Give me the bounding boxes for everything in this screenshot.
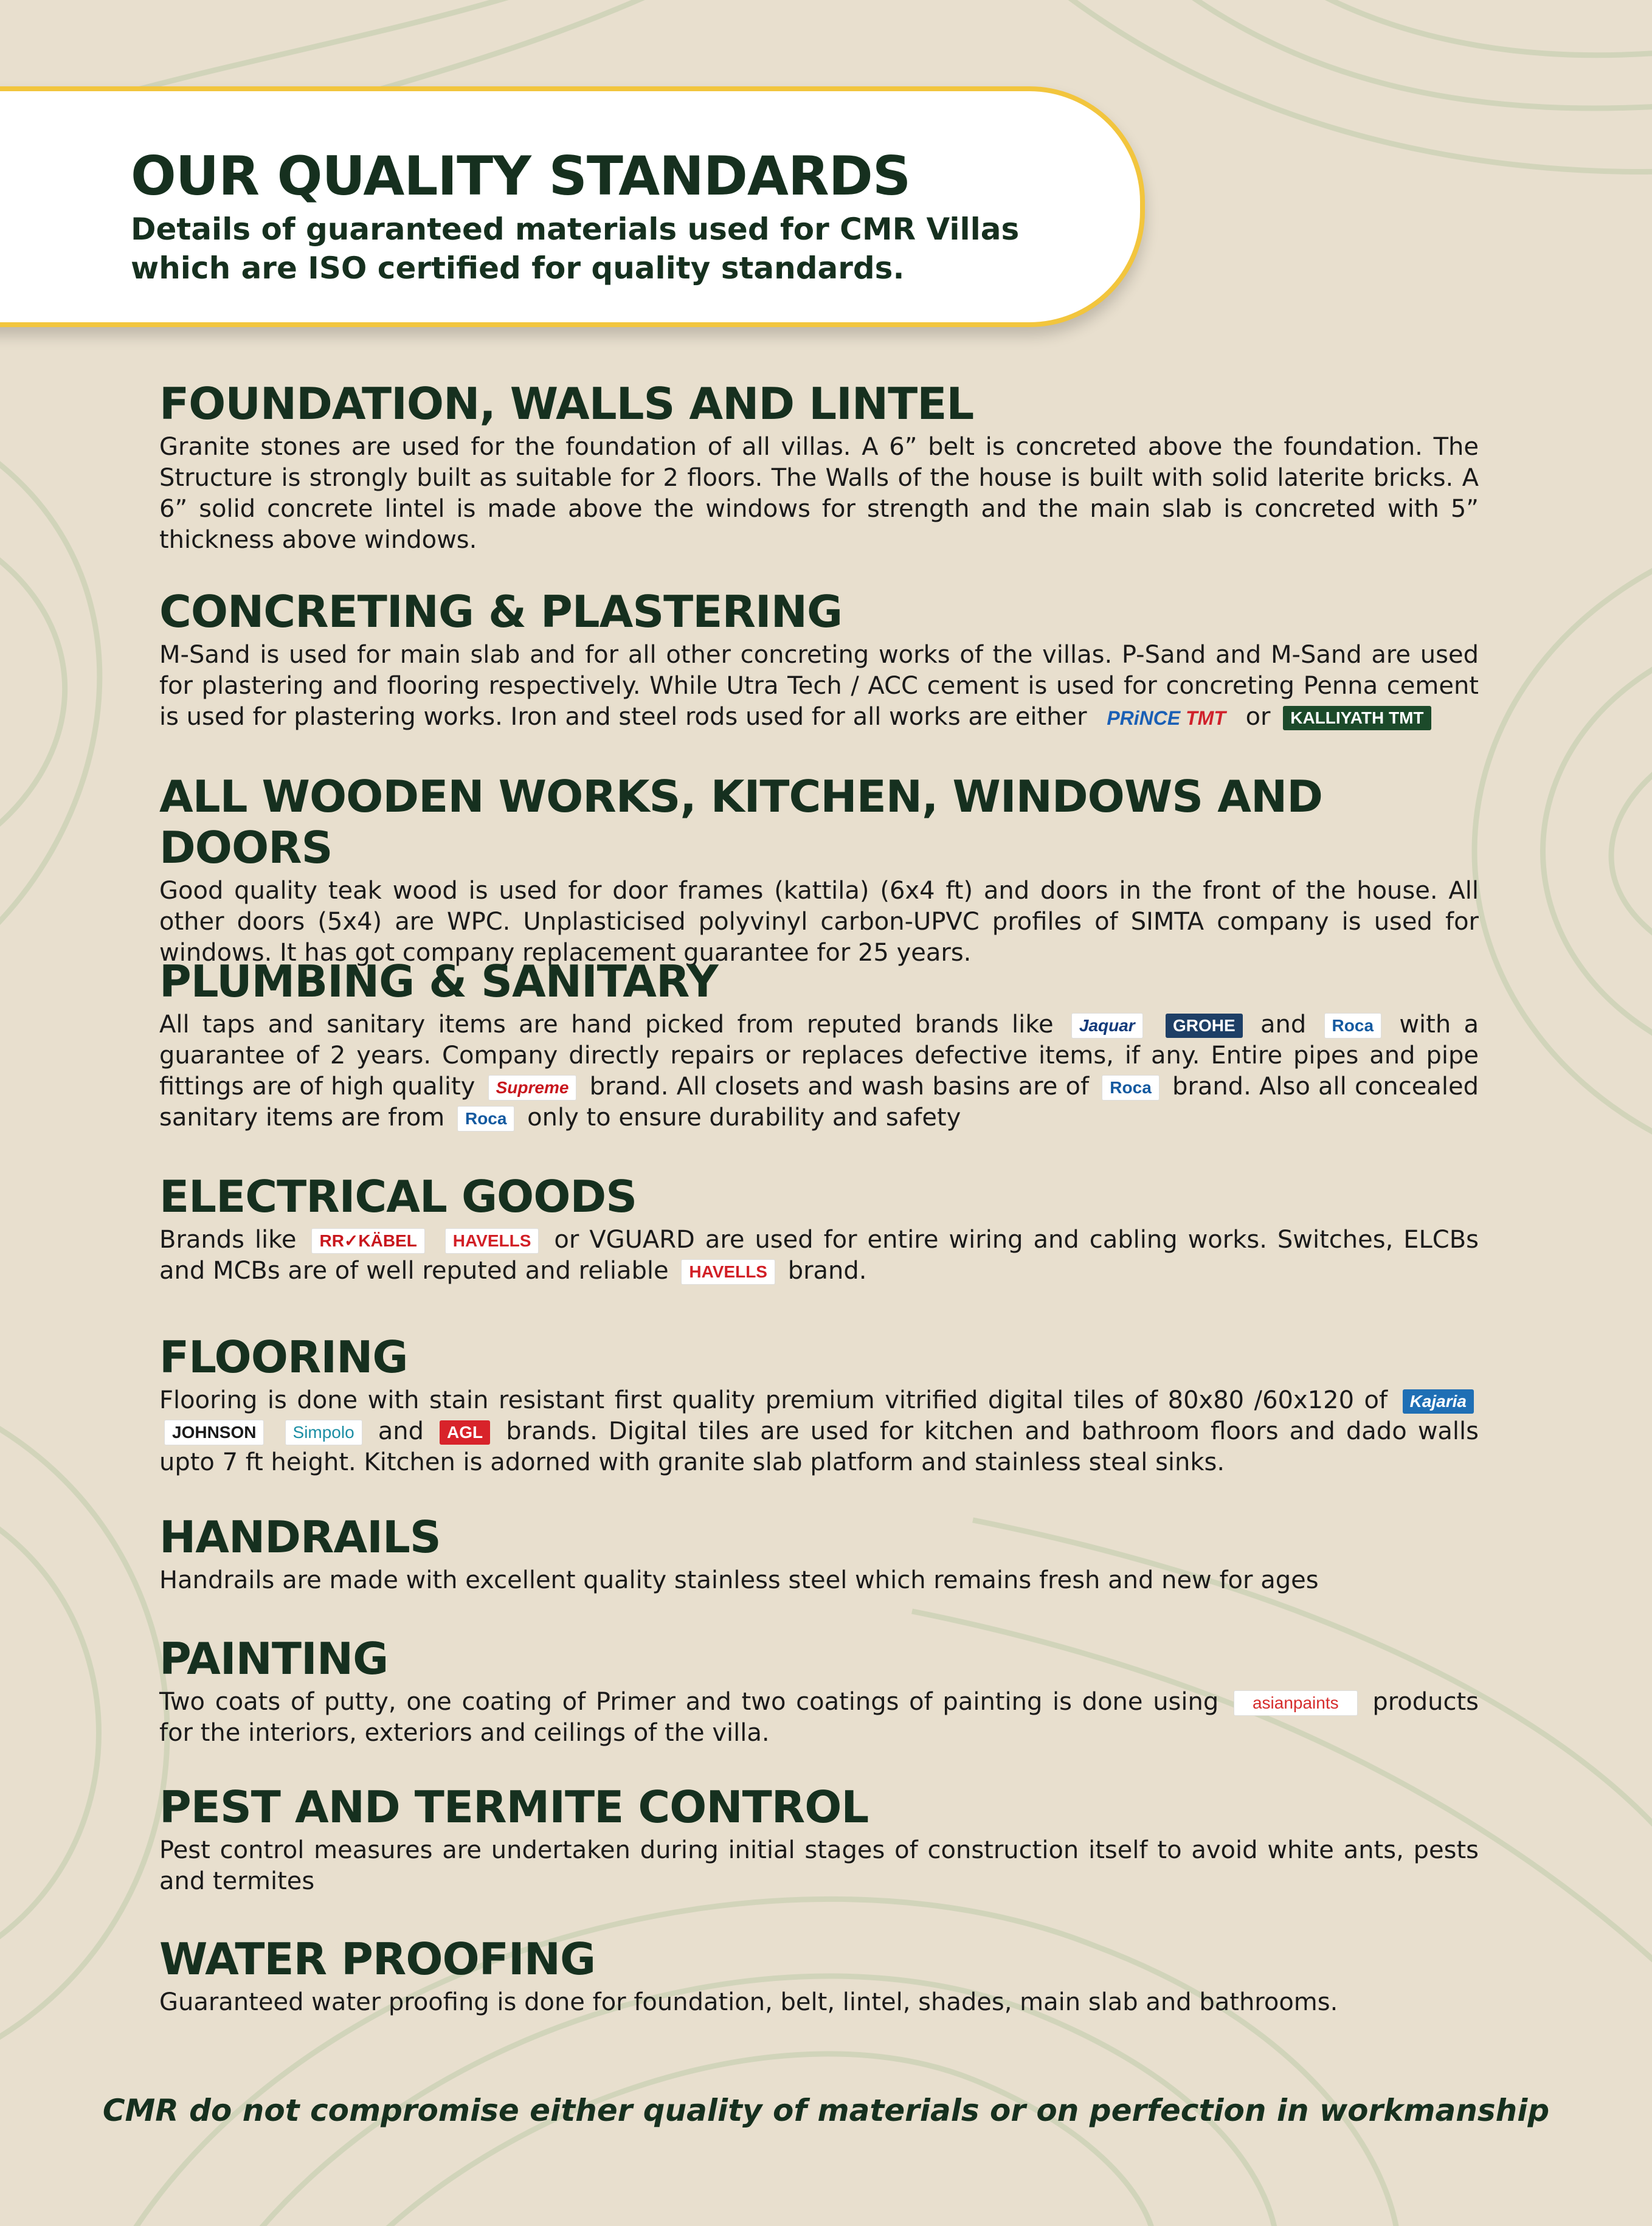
body-text: Brands like — [159, 1226, 297, 1254]
section-body — [159, 1687, 1479, 1749]
section-heading: PAINTING — [159, 1633, 389, 1684]
body-text: brands. Digital tiles are used for kitchen and bathroom floors and dado walls upto 7 ft height. Kitchen is adorned with granite slab platform and stainless steal sinks. — [159, 1417, 1479, 1476]
johnson-logo: JOHNSON — [164, 1420, 264, 1445]
body-text: brand. Also all concealed sanitary items are from — [159, 1073, 1479, 1132]
section-body — [159, 1009, 1479, 1133]
section-pest-control — [159, 1782, 1479, 1897]
section-concreting — [159, 586, 1479, 733]
roca-logo: Roca — [457, 1106, 514, 1132]
kajaria-logo: Kajaria — [1403, 1389, 1474, 1414]
rr-kabel-logo: RR✓KÄBEL — [311, 1228, 424, 1254]
section-body — [159, 1385, 1479, 1478]
section-plumbing — [159, 956, 1479, 1133]
section-heading: FLOORING — [159, 1332, 408, 1383]
section-heading: ALL WOODEN WORKS, KITCHEN, WINDOWS AND DOORS — [159, 771, 1322, 873]
section-painting — [159, 1633, 1479, 1749]
jaquar-logo: Jaquar — [1071, 1013, 1143, 1039]
section-heading: PEST AND TERMITE CONTROL — [159, 1782, 869, 1833]
asian-paints-logo: asianpaints — [1234, 1690, 1358, 1716]
body-text: brand. — [787, 1257, 867, 1285]
section-body: Pest control measures are undertaken during initial stages of construction itself to avoid white ants, pests and termites — [159, 1836, 1479, 1895]
kalliyath-tmt-logo: KALLIYATH TMT — [1283, 706, 1431, 730]
simpolo-logo: Simpolo — [285, 1420, 362, 1445]
section-flooring — [159, 1332, 1479, 1478]
havells-logo: HAVELLS — [445, 1228, 539, 1254]
prince-tmt-logo: PRiNCE TMT — [1107, 707, 1226, 729]
agl-logo: AGL — [440, 1420, 490, 1445]
body-text: Two coats of putty, one coating of Primer and two coatings of painting is done using — [159, 1688, 1219, 1716]
body-text: only to ensure durability and safety — [527, 1104, 961, 1132]
and-text: and — [1260, 1011, 1307, 1039]
section-handrails — [159, 1512, 1479, 1596]
supreme-logo: Supreme — [488, 1075, 577, 1101]
page-subtitle: Details of guaranteed materials used for CMR Villas which are ISO certified for quality standards. — [131, 212, 1020, 286]
section-body — [159, 1225, 1479, 1287]
and-text: and — [378, 1417, 424, 1445]
section-heading: PLUMBING & SANITARY — [159, 956, 718, 1007]
section-heading: CONCRETING & PLASTERING — [159, 586, 843, 637]
roca-logo: Roca — [1324, 1013, 1381, 1039]
section-wooden-works — [159, 771, 1479, 969]
section-body — [159, 640, 1479, 733]
section-heading: ELECTRICAL GOODS — [159, 1171, 637, 1222]
body-text: or VGUARD are used for entire wiring and cabling works. Switches, ELCBs and MCBs are of well reputed and reliable — [159, 1226, 1479, 1285]
body-text: brand. All closets and wash basins are of — [589, 1073, 1090, 1101]
havells-logo: HAVELLS — [681, 1259, 775, 1285]
section-foundation — [159, 378, 1479, 556]
body-text: M-Sand is used for main slab and for all other concreting works of the villas. P-Sand and M-Sand are used for plastering and flooring respectively. While Utra Tech / ACC cement is used for concreting Penna cement is used for plastering works. Iron and steel rods used for all works are either — [159, 641, 1479, 731]
section-heading: FOUNDATION, WALLS AND LINTEL — [159, 378, 974, 429]
body-text: All taps and sanitary items are hand picked from reputed brands like — [159, 1011, 1054, 1039]
section-water-proofing — [159, 1934, 1479, 2018]
section-electrical — [159, 1171, 1479, 1287]
section-body: Handrails are made with excellent quality stainless steel which remains fresh and new for ages — [159, 1566, 1319, 1594]
section-body: Guaranteed water proofing is done for foundation, belt, lintel, shades, main slab and bathrooms. — [159, 1988, 1338, 2016]
section-body: Good quality teak wood is used for door frames (kattila) (6x4 ft) and doors in the front of the house. All other doors (5x4) are WPC. Unplasticised polyvinyl carbon-UPVC profiles of SIMTA company is used for windows. It has got company replacement guarantee for 25 years. — [159, 877, 1479, 967]
roca-logo: Roca — [1102, 1075, 1159, 1101]
body-text: products for the interiors, exteriors and ceilings of the villa. — [159, 1688, 1479, 1747]
body-text: Flooring is done with stain resistant first quality premium vitrified digital tiles of 80x80 /60x120 of — [159, 1386, 1388, 1414]
footer-note: CMR do not compromise either quality of materials or on perfection in workmanship — [102, 2093, 1550, 2128]
section-heading: HANDRAILS — [159, 1512, 441, 1563]
section-heading: WATER PROOFING — [159, 1934, 596, 1985]
section-body: Granite stones are used for the foundation of all villas. A 6” belt is concreted above the foundation. The Structure is strongly built as suitable for 2 floors. The Walls of the house is built with solid laterite bricks. A 6” solid concrete lintel is made above the windows for strength and the main slab is concreted with 5” thickness above windows. — [159, 433, 1479, 554]
grohe-logo: GROHE — [1166, 1014, 1243, 1038]
body-text: with a guarantee of 2 years. Company directly repairs or replaces defective items, if any. Entire pipes and pipe fittings are of high quality — [159, 1011, 1479, 1101]
or-text: or — [1245, 703, 1271, 731]
page-title: OUR QUALITY STANDARDS — [131, 145, 911, 207]
